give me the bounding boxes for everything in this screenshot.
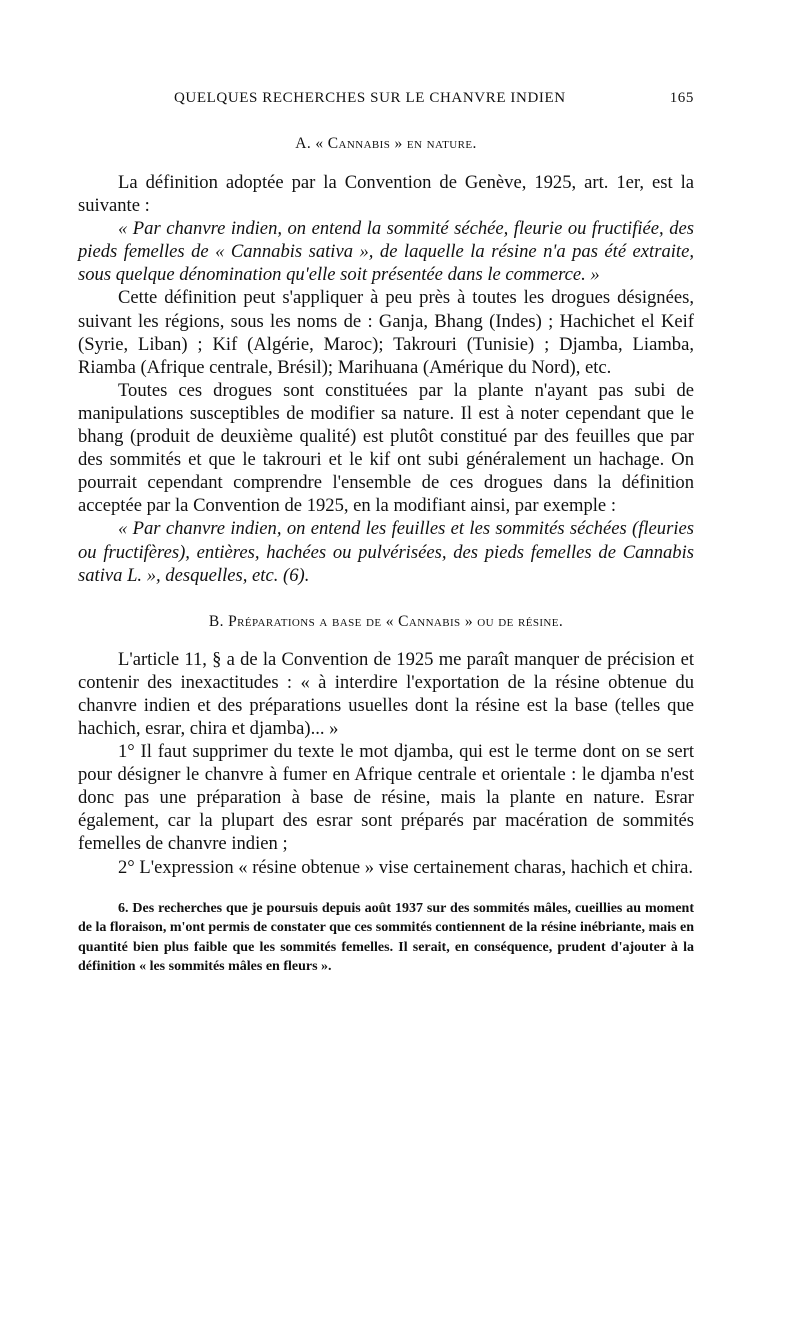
point-one-paragraph: 1° Il faut supprimer du texte le mot djamba, qui est le terme dont on se sert pour désigner le chanvre à fumer en Afrique centrale et orientale : le djamba n'est donc pas une préparation à base de résine, mais la plante en nature. Esrar également, car la plupart des esrar sont préparés par macération de sommités femelles de chanvre indien ;	[78, 741, 694, 855]
section-b-heading: B. Préparations a base de « Cannabis » ou de résine.	[208, 612, 564, 630]
plants-paragraph: Toutes ces drogues sont constituées par la plante n'ayant pas subi de manipulations susceptibles de modifier sa nature. Il est à noter cependant que le bhang (produit de deuxième qualité) est plutôt constitué par des feuilles que par des sommités et que le takrouri et le kif ont subi généralement un hachage. On pourrait cependant comprendre l'ensemble de ces drogues dans la définition acceptée par la Convention de 1925, en la modifiant ainsi, par exemple :	[78, 379, 694, 517]
running-head	[78, 90, 694, 116]
point-two-paragraph: 2° L'expression « résine obtenue » vise certainement charas, hachich et chira.	[118, 856, 694, 878]
footnote-6: 6. Des recherches que je poursuis depuis août 1937 sur des sommités mâles, cueillies au moment de la floraison, m'ont permis de constater que ces sommités contiennent de la résine inébriante, mais en quantité bien plus faible que les sommités femelles. Il serait, en conséquence, prudent d'ajouter à la définition « les sommités mâles en fleurs ».	[78, 900, 694, 975]
book-page	[78, 90, 694, 977]
running-head-title: QUELQUES RECHERCHES SUR LE CHANVRE INDIEN	[174, 90, 566, 106]
definition-quote: « Par chanvre indien, on entend la sommité séchée, fleurie ou fructifiée, des pieds femelles de « Cannabis sativa », de laquelle la résine n'a pas été extraite, sous quelque dénomination qu'elle soit présentée dans le commerce. »	[78, 218, 694, 286]
section-a-heading: A. « Cannabis » en nature.	[295, 135, 477, 152]
proposed-definition-quote: « Par chanvre indien, on entend les feuilles et les sommités séchées (fleuries ou fructifères), entières, hachées ou pulvérisées, des pieds femelles de Cannabis sativa L. », desquelles, etc. (6).	[78, 518, 694, 586]
page-number: 165	[669, 90, 694, 106]
application-paragraph: Cette définition peut s'appliquer à peu près à toutes les drogues désignées, suivant les régions, sous les noms de : Ganja, Bhang (Indes) ; Hachichet el Keif (Syrie, Liban) ; Kif (Algérie, Maroc); Takrouri (Tunisie) ; Djamba, Liamba, Riamba (Afrique centrale, Brésil); Marihuana (Amérique du Nord), etc.	[78, 287, 694, 378]
definition-intro: La définition adoptée par la Convention de Genève, 1925, art. 1er, est la suivante :	[78, 172, 694, 217]
article-paragraph: L'article 11, § a de la Convention de 1925 me paraît manquer de précision et contenir des inexactitudes : « à interdire l'exportation de la résine obtenue du chanvre indien et des préparations usuelles dont la résine est la base (telles que hachich, esrar, chira et djamba)... »	[78, 648, 694, 739]
